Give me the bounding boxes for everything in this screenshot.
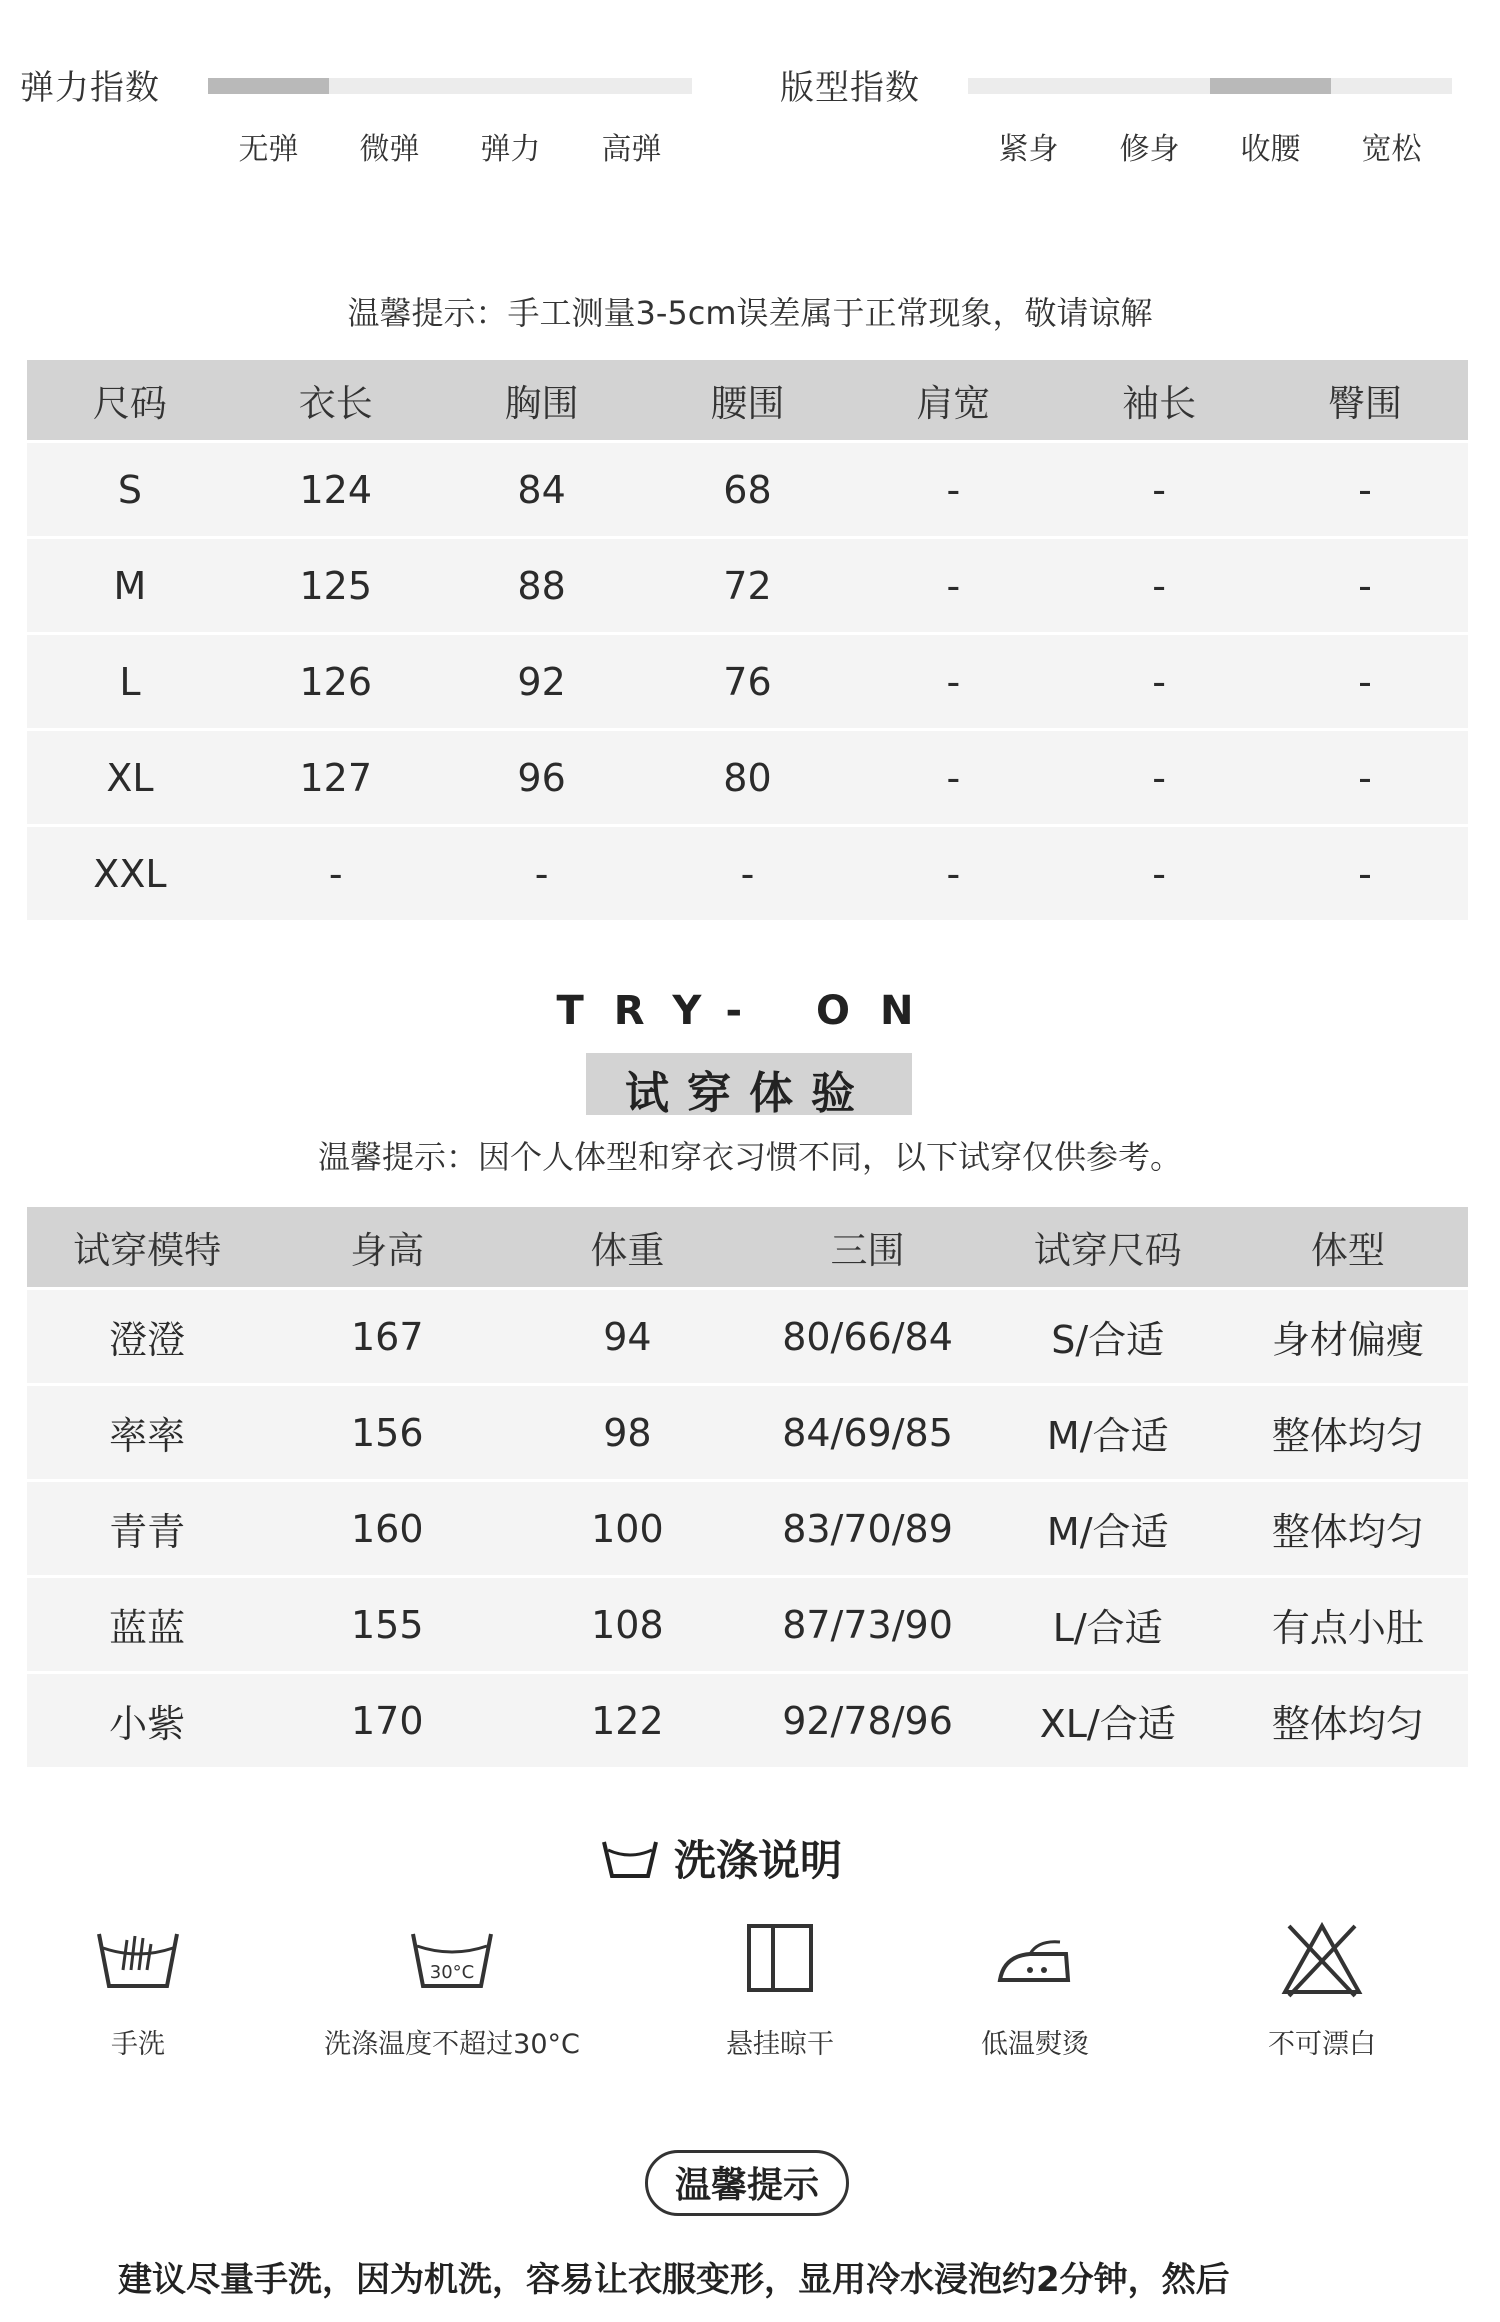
elasticity-option: 高弹 xyxy=(601,132,662,167)
size-table-header xyxy=(27,360,1468,442)
table-cell: L/合适 xyxy=(988,1577,1228,1673)
table-cell: 170 xyxy=(267,1673,507,1768)
table-cell: 整体均匀 xyxy=(1228,1481,1468,1577)
header-cell: 尺码 xyxy=(27,360,233,442)
table-cell: - xyxy=(1262,730,1468,826)
table-cell: 160 xyxy=(267,1481,507,1577)
wash-title xyxy=(600,1828,842,1888)
no-bleach-icon xyxy=(1277,1920,1367,2000)
table-cell: - xyxy=(1262,826,1468,921)
measure-tip: 温馨提示：手工测量3-5cm误差属于正常现象，敬请谅解 xyxy=(347,294,1153,332)
table-cell: M/合适 xyxy=(988,1481,1228,1577)
header-cell: 腰围 xyxy=(645,360,851,442)
table-cell: - xyxy=(1056,538,1262,634)
tryon-table xyxy=(27,1207,1468,1767)
table-cell: 72 xyxy=(645,538,851,634)
table-cell: 124 xyxy=(233,442,439,538)
elasticity-option: 弹力 xyxy=(480,132,541,167)
table-row xyxy=(27,1577,1468,1673)
fit-option: 紧身 xyxy=(998,132,1059,167)
table-cell: XXL xyxy=(27,826,233,921)
table-cell: 76 xyxy=(645,634,851,730)
table-cell: - xyxy=(850,730,1056,826)
wash-basin-icon xyxy=(600,1836,660,1880)
table-cell: 澄澄 xyxy=(27,1289,267,1385)
hand-wash-icon xyxy=(93,1920,183,2000)
header-cell: 体型 xyxy=(1228,1207,1468,1289)
table-cell: 84 xyxy=(439,442,645,538)
table-row xyxy=(27,1481,1468,1577)
header-cell: 肩宽 xyxy=(850,360,1056,442)
table-cell: 青青 xyxy=(27,1481,267,1577)
table-row xyxy=(27,634,1468,730)
table-cell: L xyxy=(27,634,233,730)
wash-item-30c xyxy=(322,1920,582,2061)
table-cell: 蓝蓝 xyxy=(27,1577,267,1673)
table-cell: 92/78/96 xyxy=(747,1673,987,1768)
table-cell: - xyxy=(850,826,1056,921)
table-cell: S xyxy=(27,442,233,538)
fit-bar-fill xyxy=(1210,78,1331,94)
table-cell: 126 xyxy=(233,634,439,730)
table-cell: XL xyxy=(27,730,233,826)
table-cell: 155 xyxy=(267,1577,507,1673)
table-cell: 92 xyxy=(439,634,645,730)
table-cell: - xyxy=(1262,634,1468,730)
table-cell: - xyxy=(1056,442,1262,538)
table-cell: 整体均匀 xyxy=(1228,1385,1468,1481)
table-cell: 有点小肚 xyxy=(1228,1577,1468,1673)
header-cell: 试穿尺码 xyxy=(988,1207,1228,1289)
wash-item-hand-wash xyxy=(8,1920,268,2061)
table-cell: 100 xyxy=(507,1481,747,1577)
table-row xyxy=(27,826,1468,921)
table-cell: 整体均匀 xyxy=(1228,1673,1468,1768)
table-cell: - xyxy=(233,826,439,921)
elasticity-label: 弹力指数 xyxy=(20,68,160,108)
wash-item-hang-dry xyxy=(650,1920,910,2061)
fit-bar xyxy=(968,78,1452,94)
table-cell: - xyxy=(1056,634,1262,730)
table-row xyxy=(27,1673,1468,1768)
low-iron-icon xyxy=(990,1920,1080,2000)
table-cell: 122 xyxy=(507,1673,747,1768)
table-cell: - xyxy=(1262,442,1468,538)
tryon-title-en: TRY- ON xyxy=(556,988,944,1034)
table-cell: 156 xyxy=(267,1385,507,1481)
header-cell: 三围 xyxy=(747,1207,987,1289)
header-cell: 试穿模特 xyxy=(27,1207,267,1289)
table-cell: - xyxy=(1262,538,1468,634)
elasticity-options xyxy=(208,124,692,168)
elasticity-option: 无弹 xyxy=(238,132,299,167)
table-row xyxy=(27,538,1468,634)
table-cell: 小紫 xyxy=(27,1673,267,1768)
table-cell: - xyxy=(439,826,645,921)
table-cell: 87/73/90 xyxy=(747,1577,987,1673)
elasticity-bar-fill xyxy=(208,78,329,94)
table-cell: 167 xyxy=(267,1289,507,1385)
table-cell: 108 xyxy=(507,1577,747,1673)
table-cell: 身材偏瘦 xyxy=(1228,1289,1468,1385)
wash-label: 手洗 xyxy=(111,2029,165,2060)
table-cell: 98 xyxy=(507,1385,747,1481)
header-cell: 体重 xyxy=(507,1207,747,1289)
table-cell: 80/66/84 xyxy=(747,1289,987,1385)
wash-30c-icon xyxy=(407,1920,497,2000)
table-cell: 94 xyxy=(507,1289,747,1385)
table-cell: S/合适 xyxy=(988,1289,1228,1385)
tryon-tip: 温馨提示：因个人体型和穿衣习惯不同，以下试穿仅供参考。 xyxy=(317,1138,1182,1176)
warm-tip-text: 建议尽量手洗，因为机洗，容易让衣服变形，显用冷水浸泡约2分钟，然后 xyxy=(118,2260,1230,2300)
header-cell: 袖长 xyxy=(1056,360,1262,442)
fit-option: 修身 xyxy=(1119,132,1180,167)
table-cell: XL/合适 xyxy=(988,1673,1228,1768)
size-table xyxy=(27,360,1468,920)
table-cell: 125 xyxy=(233,538,439,634)
table-cell: 率率 xyxy=(27,1385,267,1481)
hang-dry-icon xyxy=(735,1920,825,2000)
table-cell: 80 xyxy=(645,730,851,826)
fit-options xyxy=(968,124,1452,168)
table-cell: - xyxy=(850,442,1056,538)
wash-title-text: 洗涤说明 xyxy=(674,1836,843,1885)
table-cell: - xyxy=(850,538,1056,634)
fit-option: 收腰 xyxy=(1240,132,1301,167)
table-cell: 83/70/89 xyxy=(747,1481,987,1577)
wash-label: 洗涤温度不超过30°C xyxy=(324,2029,580,2060)
header-cell: 身高 xyxy=(267,1207,507,1289)
table-cell: - xyxy=(645,826,851,921)
table-cell: M/合适 xyxy=(988,1385,1228,1481)
header-cell: 胸围 xyxy=(439,360,645,442)
wash-temp-text: 30°C xyxy=(429,1962,475,1983)
wash-label: 低温熨烫 xyxy=(981,2029,1089,2060)
tryon-title-cn: 试穿体验 xyxy=(625,1068,873,1119)
fit-option: 宽松 xyxy=(1361,132,1422,167)
header-cell: 臀围 xyxy=(1262,360,1468,442)
wash-label: 不可漂白 xyxy=(1268,2029,1376,2060)
wash-label: 悬挂晾干 xyxy=(726,2029,834,2060)
fit-label: 版型指数 xyxy=(780,68,920,108)
table-cell: - xyxy=(1056,730,1262,826)
table-row xyxy=(27,730,1468,826)
table-cell: 88 xyxy=(439,538,645,634)
wash-item-low-iron xyxy=(905,1920,1165,2061)
elasticity-bar xyxy=(208,78,692,94)
table-cell: - xyxy=(1056,826,1262,921)
table-cell: 127 xyxy=(233,730,439,826)
table-cell: 96 xyxy=(439,730,645,826)
table-row xyxy=(27,442,1468,538)
table-row xyxy=(27,1385,1468,1481)
header-cell: 衣长 xyxy=(233,360,439,442)
table-cell: 68 xyxy=(645,442,851,538)
elasticity-option: 微弹 xyxy=(359,132,420,167)
table-cell: - xyxy=(850,634,1056,730)
tryon-table-header xyxy=(27,1207,1468,1289)
warm-tip-badge: 温馨提示 xyxy=(645,2150,849,2216)
table-cell: 84/69/85 xyxy=(747,1385,987,1481)
wash-item-no-bleach xyxy=(1192,1920,1452,2061)
table-row xyxy=(27,1289,1468,1385)
table-cell: M xyxy=(27,538,233,634)
